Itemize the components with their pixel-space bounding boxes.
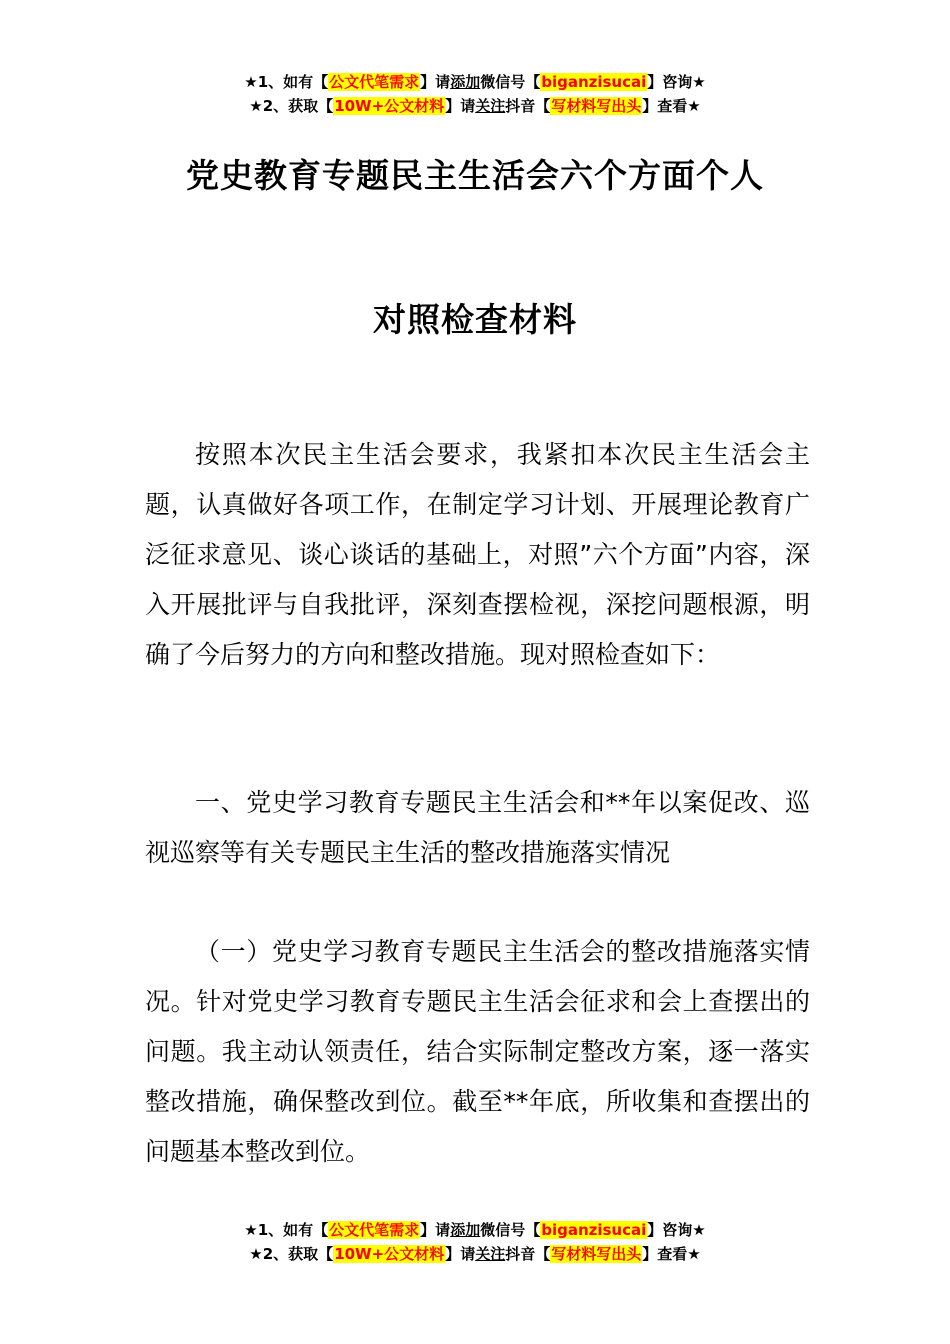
banner-highlight: 写材料写出头	[551, 1245, 642, 1263]
banner-text: 】请	[445, 1245, 476, 1263]
banner-line-1	[0, 70, 950, 94]
banner-underline: 添加	[450, 1221, 481, 1239]
banner-text: ★1、如有【	[244, 1221, 329, 1239]
banner-underline: 关注	[475, 97, 506, 115]
banner-text: 】咨询★	[647, 73, 706, 91]
banner-underline: 关注	[475, 1245, 506, 1263]
banner-text: ★2、获取【	[249, 97, 334, 115]
banner-text: 】查看★	[642, 97, 701, 115]
banner-text: 】请	[445, 97, 476, 115]
banner-text: ★1、如有【	[244, 73, 329, 91]
section-heading: 一、党史学习教育专题民主生活会和**年以案促改、巡视巡察等有关专题民主生活的整改措施落实情况	[145, 788, 810, 867]
banner-line-1	[0, 1218, 950, 1242]
document-title-line-2: 对照检查材料	[373, 300, 577, 339]
document-title-line-1: 党史教育专题民主生活会六个方面个人	[186, 156, 764, 195]
bottom-banner	[0, 1218, 950, 1266]
intro-paragraph: 按照本次民主生活会要求，我紧扣本次民主生活会主题，认真做好各项工作，在制定学习计划、开展理论教育广泛征求意见、谈心谈话的基础上，对照”六个方面”内容，深入开展批评与自我批评，深刻查摆检视，深挖问题根源，明确了今后努力的方向和整改措施。现对照检查如下：	[145, 440, 810, 669]
banner-highlight: biganzisucai	[541, 73, 647, 91]
banner-text: 】咨询★	[647, 1221, 706, 1239]
banner-text: 抖音【	[505, 1245, 551, 1263]
banner-highlight: 10W+公文材料	[334, 1245, 445, 1263]
banner-highlight: 写材料写出头	[551, 97, 642, 115]
banner-highlight: 10W+公文材料	[334, 97, 445, 115]
banner-underline: 添加	[450, 73, 481, 91]
section-paragraph: （一）党史学习教育专题民主生活会的整改措施落实情况。针对党史学习教育专题民主生活会征求和会上查摆出的问题。我主动认领责任，结合实际制定整改方案，逐一落实整改措施，确保整改到位。截至**年底，所收集和查摆出的问题基本整改到位。	[145, 937, 810, 1166]
banner-text: 】查看★	[642, 1245, 701, 1263]
banner-highlight: 公文代笔需求	[329, 73, 420, 91]
banner-highlight: 公文代笔需求	[329, 1221, 420, 1239]
banner-line-2	[0, 94, 950, 118]
banner-text: ★2、获取【	[249, 1245, 334, 1263]
top-banner	[0, 70, 950, 118]
banner-text: 】请	[420, 73, 451, 91]
banner-line-2	[0, 1242, 950, 1266]
banner-highlight: biganzisucai	[541, 1221, 647, 1239]
banner-text: 微信号【	[480, 1221, 541, 1239]
banner-text: 抖音【	[505, 97, 551, 115]
banner-text: 】请	[420, 1221, 451, 1239]
banner-text: 微信号【	[480, 73, 541, 91]
